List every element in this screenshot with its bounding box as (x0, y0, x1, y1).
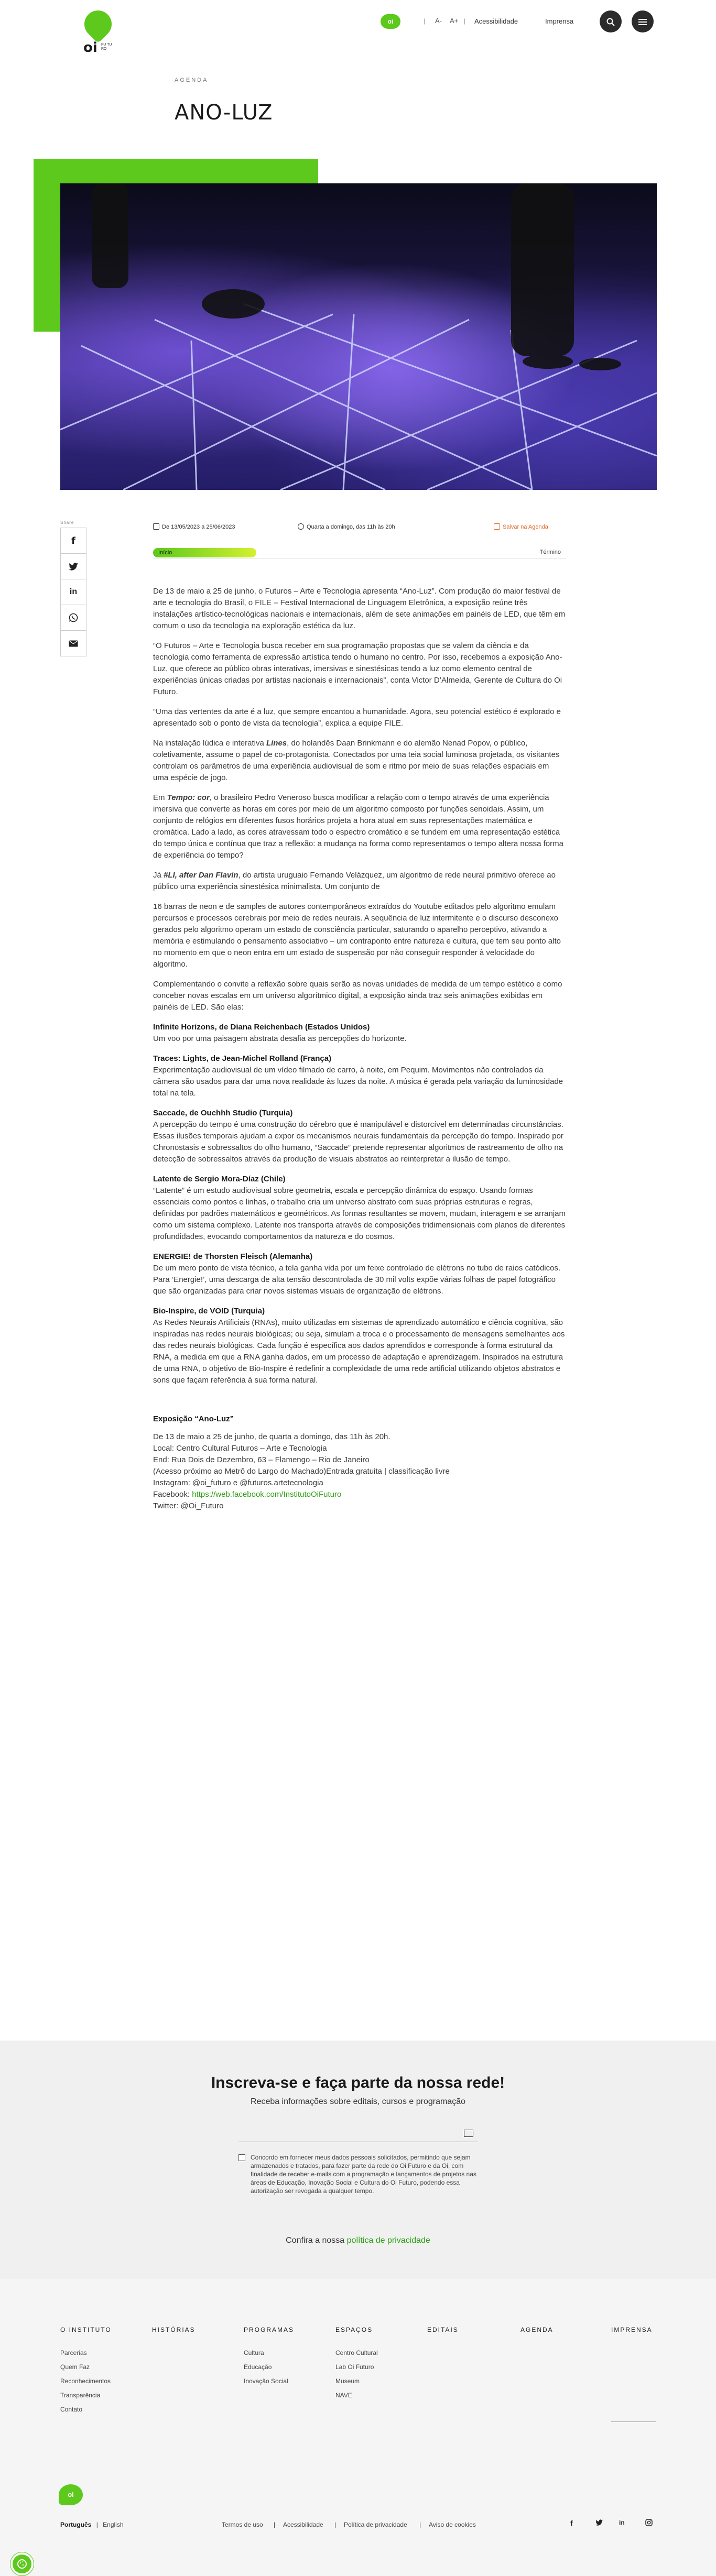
footer-column (60, 2326, 112, 2420)
newsletter-section (0, 2041, 716, 2279)
article-paragraph: Em Tempo: cor, o brasileiro Pedro Veneroso busca modificar a relação com o tempo através de uma experiência imersiva que converte as horas em cores por meio de um algoritmo composto por funções senoidais. Assim, um conjunto de relógios em diferentes fusos horários projeta a hora atual em suas representações matemática e cromática. Lado a lado, as cores atravessam todo o espectro cromático e se fundem em uma representação estética do tempo única e contínua que traz a reflexão: a mudança na forma como representamos o tempo altera nossa forma de experiência do tempo? (153, 793, 563, 860)
facebook-icon: f (71, 535, 75, 546)
footer-link[interactable]: Centro Cultural (335, 2349, 378, 2356)
footer-link[interactable]: Museum (335, 2377, 360, 2385)
article-paragraph: Já #LI, after Dan Flavin, do artista uruguaio Fernando Velázquez, um algoritmo de rede neural primitivo oferece ao público uma experiência sinestésica minimalista. Um conjunto de (153, 871, 556, 891)
calendar-icon (153, 523, 159, 530)
exhibition-info (153, 1413, 566, 1512)
cookie-settings-button[interactable] (10, 2552, 34, 2575)
terms-link[interactable]: Termos de uso (222, 2521, 263, 2528)
legal-separator: | (419, 2521, 421, 2528)
cookies-link[interactable]: Aviso de cookies (429, 2521, 476, 2528)
accessibility-link[interactable]: Acessibilidade (474, 17, 518, 25)
cookie-icon (17, 2559, 27, 2569)
search-icon (606, 18, 615, 26)
work-title: Infinite Horizons, de Diana Reichenbach (Estados Unidos) (153, 1023, 370, 1032)
legal-separator: | (274, 2521, 276, 2528)
press-link[interactable]: Imprensa (545, 17, 574, 25)
privacy-notice: Confira a nossa política de privacidade (286, 2236, 430, 2245)
share-label: Share (60, 520, 74, 525)
font-decrease-button[interactable]: A- (435, 17, 442, 25)
whatsapp-icon (69, 613, 78, 622)
footer-heading[interactable]: O INSTITUTO (60, 2326, 112, 2333)
hero-light-lines (60, 183, 657, 490)
exhibition-line: Facebook: https://web.facebook.com/InstitutoOiFuturo (153, 1490, 342, 1499)
exhibition-line: De 13 de maio a 25 de junho, de quarta a domingo, das 11h às 20h. (153, 1432, 390, 1441)
footer-link[interactable]: Quem Faz (60, 2363, 90, 2371)
footer-oi-logo[interactable]: oi (59, 2484, 83, 2505)
consent-checkbox[interactable] (238, 2154, 245, 2161)
article-paragraph: 16 barras de neon e de samples de autores contemporâneos extraídos do Youtube editados pelo algoritmo emulam percursos e processos cerebrais por meio de redes neurais. A sequência de luz intermitente e o discurso desconexo gerados pelo algoritmo operam um estado de consciência particular, saturando o aparelho perceptivo, ativando a memória e estimulando o pensamento associativo – um contraponto entre natureza e cultura, que tem seu ponto alto no momento em que o neon entra em um estado de suspensão por não conseguir responder à velocidade do algoritmo. (153, 902, 561, 969)
progress-start-label: Início (158, 550, 172, 556)
language-switcher: Português | English (60, 2521, 124, 2528)
hero-image (60, 183, 657, 490)
work-title: Bio-Inspire, de VOID (Turquia) (153, 1307, 265, 1316)
event-schedule: Quarta a domingo, das 11h às 20h (298, 523, 395, 530)
article-paragraph: “O Futuros – Arte e Tecnologia busca receber em sua programação propostas que se valem da ciência e da tecnologia como ferramenta de expressão artística tendo o humano no centro. Por isso, recebemos a exposição Ano-Luz, que oferece ao público obras interativas, imersivas e sinestésicas tendo a luz como elemento central de experiências únicas criadas por artistas nacionais e internacionais”, conta Victor D’Almeida, Gerente de Cultura do Oi Futuro. (153, 641, 562, 696)
lang-portuguese[interactable]: Português (60, 2521, 92, 2528)
send-envelope-icon[interactable] (464, 2130, 473, 2137)
work-text: Um voo por uma paisagem abstrata desafia as percepções do horizonte. (153, 1034, 407, 1043)
footer-column (152, 2326, 196, 2349)
privacy-policy-link[interactable]: política de privacidade (346, 2236, 430, 2245)
logo-sub: FU TU RO (101, 43, 112, 51)
article-paragraph: De 13 de maio a 25 de junho, o Futuros – Arte e Tecnologia apresenta “Ano-Luz”. Com produção do maior festival de arte e tecnologia do Brasil, o FILE – Festival Internacional de Linguagem Eletrônica, a exposição reúne três instalações artístico-tecnológicas nacionais e internacionais, além de sete animações em painéis de LED, que têm em comum o uso da tecnologia na exploração estética da luz. (153, 587, 566, 630)
exhibition-line: (Acesso próximo ao Metrô do Largo do Machado)Entrada gratuita | classificação livre (153, 1467, 450, 1476)
calendar-plus-icon (494, 523, 500, 530)
newsletter-email-input[interactable] (238, 2124, 478, 2142)
save-to-agenda-link[interactable]: Salvar na Agenda (494, 523, 548, 530)
work-item (153, 1251, 566, 1297)
footer-column (427, 2326, 459, 2349)
footer-heading[interactable]: IMPRENSA (611, 2326, 653, 2333)
footer-link[interactable]: Contato (60, 2406, 83, 2413)
exhibition-title: Exposição “Ano-Luz” (153, 1415, 234, 1423)
footer-heading[interactable]: AGENDA (520, 2326, 554, 2333)
work-title: Latente de Sergio Mora-Díaz (Chile) (153, 1175, 286, 1183)
work-text: Experimentação audiovisual de um vídeo filmado de carro, à noite, em Pequim. Movimentos não controlados da câmera são usados para dar uma nova realidade às luzes da noite. A música é gerada pela variação da luminosidade total na tela. (153, 1066, 563, 1098)
work-item (153, 1022, 566, 1045)
share-facebook-button[interactable] (60, 528, 86, 554)
footer-linkedin-icon[interactable]: in (619, 2519, 625, 2526)
footer-divider (611, 2421, 656, 2422)
article-paragraph: “Uma das vertentes da arte é a luz, que sempre encantou a humanidade. Agora, seu potencial estético é explorado e apresentado sob o ponto de vista da tecnologia”, explica a equipe FILE. (153, 707, 561, 728)
menu-button[interactable] (632, 10, 654, 32)
exhibition-line: Twitter: @Oi_Futuro (153, 1501, 224, 1510)
work-text: De um mero ponto de vista técnico, a tela ganha vida por um feixe controlado de elétrons no tubo de raios catódicos. Para ‘Energie!’, uma descarga de alta tensão descontrolada de 30 mil volts expõe várias folhas de papel fotográfico que são organizadas para criar novos sistemas visuais de organização de elétrons. (153, 1264, 561, 1296)
email-icon (69, 640, 78, 647)
footer-heading[interactable]: ESPAÇOS (335, 2326, 373, 2333)
progress-end-label: Término (539, 549, 561, 555)
footer-heading[interactable]: HISTÓRIAS (152, 2326, 196, 2333)
lang-english[interactable]: English (103, 2521, 124, 2528)
footer-link[interactable]: NAVE (335, 2392, 352, 2399)
font-increase-button[interactable]: A+ (450, 17, 459, 25)
legal-separator: | (334, 2521, 337, 2528)
search-button[interactable] (600, 10, 622, 32)
event-progress-bar (153, 548, 256, 557)
footer-link[interactable]: Educação (244, 2363, 272, 2371)
work-text: A percepção do tempo é uma construção do cérebro que é manipulável e distorcível em determinadas circunstâncias. Essas ilusões temporais ajudam a expor os mecanismos neurais fundamentais da percepção do tempo. Inspirado por Chronostasis e sobressaltos do olho humano, “Saccade” pretende representar algoritmos de rastreamento de olho na detecção de sobressaltos através da produção de visuais abstratos ao reinterpretar a ilusão de tempo. (153, 1120, 563, 1164)
work-item (153, 1053, 566, 1099)
footer-link[interactable]: Reconhecimentos (60, 2377, 111, 2385)
menu-icon (638, 18, 647, 26)
site-header (0, 0, 716, 56)
work-item (153, 1174, 566, 1243)
share-linkedin-button[interactable] (60, 579, 86, 605)
footer-column (520, 2326, 554, 2349)
footer-link[interactable]: Parcerias (60, 2349, 87, 2356)
footer-column (244, 2326, 294, 2392)
share-email-button[interactable] (60, 630, 86, 656)
page-kicker: AGENDA (175, 77, 209, 83)
newsletter-title: Inscreva-se e faça parte da nossa rede! (211, 2074, 505, 2091)
footer-facebook-icon[interactable]: f (570, 2519, 573, 2527)
twitter-icon (69, 563, 78, 571)
article-paragraph: Complementando o convite a reflexão sobre quais serão as novas unidades de medida de um tempo estético e como conceber novas escalas em um universo algorítmico digital, a exposição ainda traz seis animações exibidas em painéis de LED. São elas: (153, 980, 562, 1012)
work-item (153, 1108, 566, 1165)
header-separator: | (464, 17, 466, 25)
work-title: Traces: Lights, de Jean-Michel Rolland (França) (153, 1054, 332, 1063)
exhibition-line: Local: Centro Cultural Futuros – Arte e Tecnologia (153, 1444, 327, 1453)
oi-futuro-logo[interactable] (80, 9, 117, 57)
footer-column (335, 2326, 378, 2406)
article-body (153, 586, 566, 1512)
consent-text: Concordo em fornecer meus dados pessoais solicitados, permitindo que sejam armazenados e tratados, para fazer parte da rede do Oi Futuro e da Oi, com finalidade de receber e-mails com a programação e lançamentos de projetos nas áreas de Educação, Inovação Social e Cultura do Oi Futuro, podendo essa autorização ser revogada a qualquer tempo. (251, 2154, 476, 2195)
footer-heading[interactable]: PROGRAMAS (244, 2326, 295, 2333)
event-info (153, 520, 566, 534)
oi-badge-link[interactable]: oi (381, 14, 400, 29)
footer-twitter-icon[interactable] (595, 2519, 603, 2527)
share-bar (60, 520, 86, 656)
footer-column (611, 2326, 653, 2349)
linkedin-icon: in (69, 587, 78, 596)
event-progress (153, 545, 566, 558)
logo-drop-icon (79, 5, 117, 43)
accessibility-footer-link[interactable]: Acessibilidade (283, 2521, 323, 2528)
logo-text: oi (83, 40, 97, 56)
site-footer (0, 2279, 716, 2576)
article-paragraph: Na instalação lúdica e interativa Lines, do holandês Daan Brinkmann e do alemão Nenad Popov, o público, coletivamente, assume o papel de co-protagonista. Conectados por uma teia social luminosa projetada, os visitantes controlam os parâmetros de uma experiência audiovisual de som e ritmo por meio de suas relações espaciais em uma espécie de jogo. (153, 739, 560, 782)
facebook-link[interactable]: https://web.facebook.com/InstitutoOiFuturo (192, 1490, 342, 1499)
share-twitter-button[interactable] (60, 553, 86, 579)
privacy-footer-link[interactable]: Política de privacidade (344, 2521, 407, 2528)
footer-link[interactable]: Inovação Social (244, 2377, 288, 2385)
exhibition-line: Instagram: @oi_futuro e @futuros.artetecnologia (153, 1478, 323, 1487)
header-separator: | (424, 17, 426, 25)
footer-link[interactable]: Cultura (244, 2349, 264, 2356)
share-whatsapp-button[interactable] (60, 605, 86, 631)
clock-icon (298, 523, 304, 530)
footer-link[interactable]: Lab Oi Futuro (335, 2363, 374, 2371)
work-item (153, 1306, 566, 1386)
footer-instagram-icon[interactable] (645, 2519, 653, 2528)
footer-heading[interactable]: EDITAIS (427, 2326, 459, 2333)
work-text: As Redes Neurais Artificiais (RNAs), muito utilizadas em sistemas de aprendizado automático e ciência cognitiva, são inspiradas nas redes neurais biológicas; ou seja, simulam a troca e o processamento de mensagens semelhantes aos das redes neurais biológicas. Cada função é específica aos dados aprendidos e corresponde à forma estrutural da RNA, a medida em que a RNA ganha dados, em um processo de adaptação e aprendizagem. Inspirados na estrutura de uma RNA, o objetivo de Bio-Inspire é redefinir a complexidade de uma rede artificial utilizando objetos abstratos e sons que façam referência à sua forma natural. (153, 1318, 565, 1385)
event-dates: De 13/05/2023 a 25/06/2023 (153, 523, 235, 530)
exhibition-line: End: Rua Dois de Dezembro, 63 – Flamengo – Rio de Janeiro (153, 1455, 370, 1464)
work-title: ENERGIE! de Thorsten Fleisch (Alemanha) (153, 1252, 313, 1261)
footer-link[interactable]: Transparência (60, 2392, 101, 2399)
work-text: “Latente” é um estudo audiovisual sobre geometria, escala e percepção dinâmica do espaço. Usando formas essenciais como pontos e linhas, o trabalho cria um universo abstrato com suas próprias estruturas e regras, definidas por padrões matemáticos e geométricos. As formas resultantes se movem, mudam, interagem e se arranjam como um sistema complexo. Latente nos transporta através de composições tridimensionais com planos de diferentes profundidades, evocando comportamentos da natureza e do cosmos. (153, 1186, 566, 1241)
page-title: ANO-LUZ (175, 101, 273, 125)
work-title: Saccade, de Ouchhh Studio (Turquia) (153, 1109, 293, 1117)
newsletter-subtitle: Receba informações sobre editais, cursos e programação (251, 2097, 465, 2106)
